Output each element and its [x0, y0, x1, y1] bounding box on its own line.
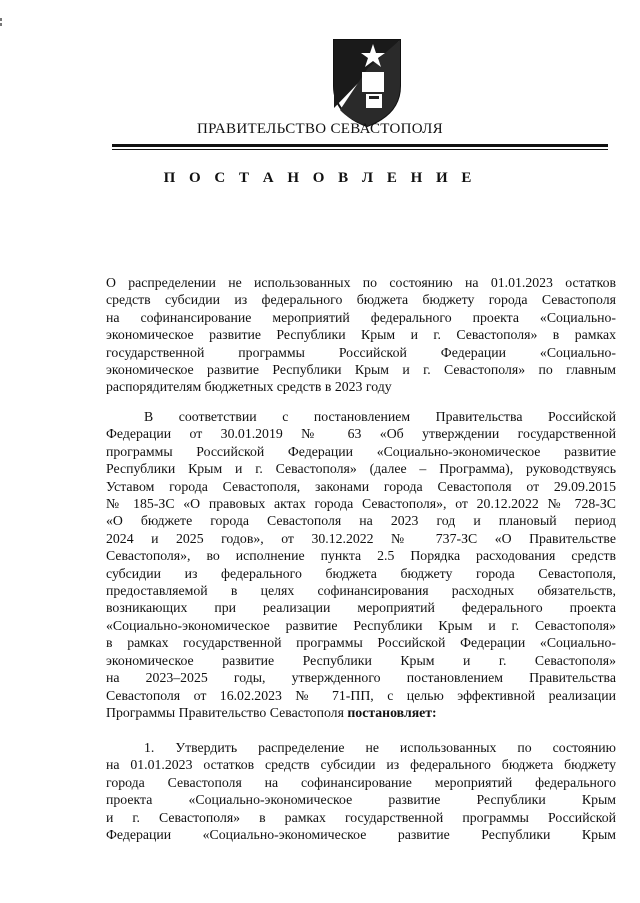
preamble-paragraph [106, 408, 616, 721]
paragraph-line: города Севастополя на софинансирование мероприятий федерального [106, 774, 616, 790]
paragraph-line: субсидии из федерального бюджета бюджету города Севастополя, [106, 565, 616, 581]
paragraph-line: программы Российской Федерации «Социально-экономическое развитие [106, 443, 616, 459]
government-name: ПРАВИТЕЛЬСТВО СЕВАСТОПОЛЯ [197, 121, 443, 137]
paragraph-line: предоставляемой в целях софинансирования расходных обязательств, [106, 583, 616, 599]
paragraph-line: и г. Севастополя» в рамках государственной программы Российской [106, 809, 616, 825]
resolution-title [106, 274, 616, 396]
title-line: распорядителям бюджетных средств в 2023 году [106, 379, 392, 395]
coat-of-arms-icon [328, 28, 406, 128]
header-rule-thin [112, 149, 608, 150]
paragraph-line: 1. Утвердить распределение не использованных по состоянию [144, 740, 616, 755]
title-line: О распределении не использованных по состоянию на 01.01.2023 остатков [106, 275, 616, 290]
paragraph-line: В соответствии с постановлением Правительства Российской [144, 409, 616, 424]
paragraph-line: «Социально-экономическое развитие Республики Крым и г. Севастополя» [106, 617, 616, 633]
header-rule-thick [112, 144, 608, 147]
clause-1-paragraph [106, 739, 616, 843]
title-line: средств субсидии из федерального бюджета бюджету города Севастополя [106, 292, 616, 308]
title-line: экономическое развитие Республики Крым и г. Севастополя» по главным [106, 362, 616, 378]
resolves-keyword: постановляет: [347, 704, 437, 720]
paragraph-line: Севастополя», во исполнение пункта 2.5 Порядка расходования средств [106, 548, 616, 564]
title-line: на софинансирование мероприятий федерального проекта «Социально- [106, 309, 616, 325]
document-type-heading: П О С Т А Н О В Л Е Н И Е [163, 170, 477, 186]
paragraph-line: в рамках государственной программы Российской Федерации «Социально- [106, 635, 616, 651]
title-line: экономическое развитие Республики Крым и г. Севастополя» в рамках [106, 327, 616, 343]
paragraph-line: Федерации «Социально-экономическое развитие Республики Крым [106, 827, 616, 843]
final-line-text: Программы Правительство Севастополя [106, 704, 348, 720]
page-edge-marks [0, 18, 3, 32]
paragraph-line: Уставом города Севастополя, законами города Севастополя от 29.09.2015 [106, 478, 616, 494]
paragraph-line: экономическое развитие Республики Крым и г. Севастополя» [106, 652, 616, 668]
paragraph-line: Республики Крым и г. Севастополя» (далее – Программа), руководствуясь [106, 461, 616, 477]
paragraph-line: проекта «Социально-экономическое развитие Республики Крым [106, 792, 616, 808]
paragraph-line: возникающих при реализации мероприятий федерального проекта [106, 600, 616, 616]
paragraph-line: Севастополя от 16.02.2023 № 71-ПП, с целью эффективной реализации [106, 687, 616, 703]
title-line: государственной программы Российской Федерации «Социально- [106, 344, 616, 360]
paragraph-line: 2024 и 2025 годов», от 30.12.2022 № 737-ЗС «О Правительстве [106, 530, 616, 546]
paragraph-line: № 185-ЗС «О правовых актах города Севастополя», от 20.12.2022 № 728-ЗС [106, 496, 616, 512]
paragraph-line: «О бюджете города Севастополя на 2023 год и плановый период [106, 513, 616, 529]
paragraph-line: на 01.01.2023 остатков средств субсидии из федерального бюджета бюджету [106, 757, 616, 773]
paragraph-final-line [106, 704, 616, 721]
paragraph-line: Федерации от 30.01.2019 № 63 «Об утверждении государственной [106, 426, 616, 442]
paragraph-line: на 2023–2025 годы, утвержденного постановлением Правительства [106, 670, 616, 686]
